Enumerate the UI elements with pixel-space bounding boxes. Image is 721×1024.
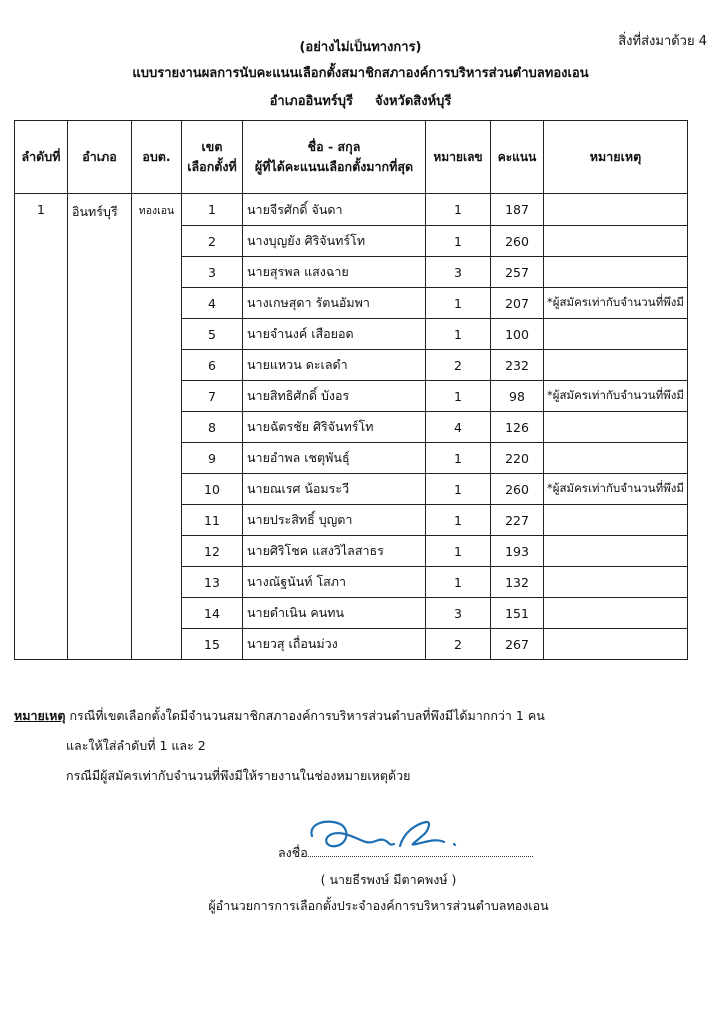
note-cell (544, 598, 688, 629)
zone-cell: 14 (182, 598, 243, 629)
number-cell: 2 (426, 350, 491, 381)
note-cell (544, 567, 688, 598)
score-cell: 207 (491, 288, 544, 319)
signer-name: ( นายธีรพงษ์ มีตาคพงษ์ ) (320, 872, 457, 887)
table-row (15, 194, 688, 226)
attachment-label: สิ่งที่ส่งมาด้วย 4 (618, 34, 707, 49)
note-cell (544, 412, 688, 443)
number-cell: 2 (426, 629, 491, 660)
header-row (15, 121, 688, 194)
header-score: คะแนน (491, 121, 544, 194)
signature-line (278, 843, 533, 863)
remark-label: หมายเหตุ (14, 708, 66, 723)
name-cell: นายณเรศ น้อมระวี (243, 474, 426, 505)
signature-dots (308, 844, 533, 857)
name-cell: นายสุรพล แสงฉาย (243, 257, 426, 288)
sign-label: ลงชื่อ (278, 845, 308, 860)
header-seq: ลำดับที่ (15, 121, 68, 194)
number-cell: 4 (426, 412, 491, 443)
score-cell: 100 (491, 319, 544, 350)
note-cell (544, 226, 688, 257)
number-cell: 1 (426, 288, 491, 319)
score-cell: 232 (491, 350, 544, 381)
name-cell: นายอำพล เชตุพันธุ์ (243, 443, 426, 474)
zone-cell: 4 (182, 288, 243, 319)
name-cell: นายศิริโชค แสงวิไลสาธร (243, 536, 426, 567)
zone-cell: 2 (182, 226, 243, 257)
score-cell: 132 (491, 567, 544, 598)
zone-cell: 5 (182, 319, 243, 350)
unofficial-heading: (อย่างไม่เป็นทางการ) (299, 40, 422, 55)
number-cell: 1 (426, 319, 491, 350)
name-cell: นางบุญยัง ศิริจันทร์โท (243, 226, 426, 257)
zone-cell: 3 (182, 257, 243, 288)
number-cell: 1 (426, 505, 491, 536)
score-cell: 260 (491, 226, 544, 257)
location-heading (0, 90, 721, 111)
remark-line-2: และให้ใส่ลำดับที่ 1 และ 2 (66, 738, 206, 753)
zone-cell: 15 (182, 629, 243, 660)
results-body (15, 194, 688, 660)
number-cell: 1 (426, 381, 491, 412)
header-number: หมายเลข (426, 121, 491, 194)
name-cell: นายสิทธิศักดิ์ บังอร (243, 381, 426, 412)
report-title: แบบรายงานผลการนับคะแนนเลือกตั้งสมาชิกสภาองค์การบริหารส่วนตำบลทองเอน (132, 66, 589, 81)
zone-cell: 7 (182, 381, 243, 412)
header-note: หมายเหตุ (544, 121, 688, 194)
score-cell: 257 (491, 257, 544, 288)
score-cell: 98 (491, 381, 544, 412)
district-text: อำเภออินทร์บุรี (269, 94, 354, 109)
zone-cell: 12 (182, 536, 243, 567)
number-cell: 1 (426, 443, 491, 474)
score-cell: 220 (491, 443, 544, 474)
name-cell: นายประสิทธิ์ บุญตา (243, 505, 426, 536)
name-cell: นายวสุ เถื่อนม่วง (243, 629, 426, 660)
results-table (14, 120, 688, 660)
name-cell: นายจีรศักดิ์ จันดา (243, 194, 426, 226)
zone-cell: 8 (182, 412, 243, 443)
name-cell: นางณัฐนันท์ โสภา (243, 567, 426, 598)
name-cell: นายดำเนิน คนทน (243, 598, 426, 629)
note-cell (544, 443, 688, 474)
name-cell: นางเกษสุดา รัตนอัมพา (243, 288, 426, 319)
note-cell: *ผู้สมัครเท่ากับจำนวนที่พึงมี (544, 474, 688, 505)
number-cell: 1 (426, 226, 491, 257)
zone-cell: 10 (182, 474, 243, 505)
number-cell: 1 (426, 194, 491, 226)
score-cell: 193 (491, 536, 544, 567)
seq-cell: 1 (15, 194, 68, 660)
remark-line-3: กรณีมีผู้สมัครเท่ากับจำนวนที่พึงมีให้รายงานในช่องหมายเหตุด้วย (66, 768, 411, 783)
score-cell: 267 (491, 629, 544, 660)
province-text: จังหวัดสิงห์บุรี (375, 94, 452, 109)
header-obt: อบต. (132, 121, 182, 194)
zone-cell: 13 (182, 567, 243, 598)
header-name (243, 121, 426, 194)
name-cell: นายฉัตรชัย ศิริจันทร์โท (243, 412, 426, 443)
amphoe-cell: อินทร์บุรี (68, 194, 132, 660)
score-cell: 187 (491, 194, 544, 226)
note-cell: *ผู้สมัครเท่ากับจำนวนที่พึงมี (544, 288, 688, 319)
note-cell (544, 319, 688, 350)
note-cell (544, 536, 688, 567)
header-amphoe: อำเภอ (68, 121, 132, 194)
note-cell (544, 350, 688, 381)
score-cell: 227 (491, 505, 544, 536)
note-cell: *ผู้สมัครเท่ากับจำนวนที่พึงมี (544, 381, 688, 412)
obt-cell: ทองเอน (132, 194, 182, 660)
number-cell: 3 (426, 598, 491, 629)
name-cell: นายจำนงค์ เสือยอด (243, 319, 426, 350)
header-zone (182, 121, 243, 194)
number-cell: 3 (426, 257, 491, 288)
header-zone-line1: เขต (201, 139, 223, 154)
header-name-line1: ชื่อ - สกุล (307, 139, 361, 154)
number-cell: 1 (426, 536, 491, 567)
zone-cell: 6 (182, 350, 243, 381)
zone-cell: 11 (182, 505, 243, 536)
remark-line-1 (14, 706, 545, 726)
score-cell: 260 (491, 474, 544, 505)
note-cell (544, 505, 688, 536)
number-cell: 1 (426, 567, 491, 598)
note-cell (544, 629, 688, 660)
zone-cell: 9 (182, 443, 243, 474)
number-cell: 1 (426, 474, 491, 505)
header-name-line2: ผู้ที่ได้คะแนนเลือกตั้งมากที่สุด (254, 159, 414, 174)
header-zone-line2: เลือกตั้งที่ (187, 159, 237, 174)
name-cell: นายแหวน ดะเลดำ (243, 350, 426, 381)
note-cell (544, 257, 688, 288)
note-cell (544, 194, 688, 226)
remark-text-1: กรณีที่เขตเลือกตั้งใดมีจำนวนสมาชิกสภาองค์การบริหารส่วนตำบลที่พึงมีได้มากกว่า 1 คน (69, 708, 545, 723)
score-cell: 151 (491, 598, 544, 629)
score-cell: 126 (491, 412, 544, 443)
signer-title: ผู้อำนวยการการเลือกตั้งประจำองค์การบริหารส่วนตำบลทองเอน (208, 898, 549, 913)
zone-cell: 1 (182, 194, 243, 226)
